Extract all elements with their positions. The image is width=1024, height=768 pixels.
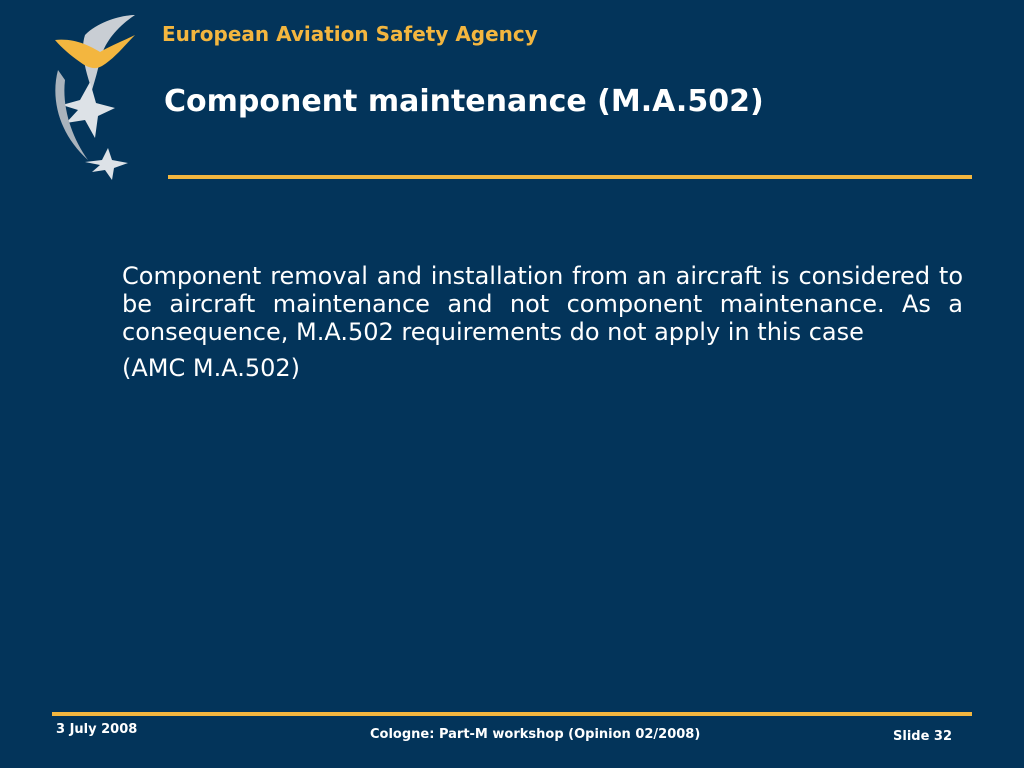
- slide-body: [122, 262, 963, 382]
- footer-event: Cologne: Part-M workshop (Opinion 02/2008): [370, 727, 701, 742]
- title-divider: [168, 175, 972, 179]
- body-paragraph: Component removal and installation from an aircraft is considered to be aircraft maintenance and not component maintenance. As a consequence, M.A.502 requirements do not apply in this case: [122, 262, 963, 346]
- easa-logo: [40, 10, 180, 185]
- footer-divider: [52, 712, 972, 716]
- silver-star-small: [85, 148, 128, 180]
- slide-number: Slide 32: [893, 729, 953, 744]
- organization-name: European Aviation Safety Agency: [162, 22, 538, 46]
- slide-title: Component maintenance (M.A.502): [164, 84, 764, 119]
- footer-date: 3 July 2008: [56, 722, 138, 737]
- birds-logo-icon: [40, 10, 180, 185]
- amc-reference: (AMC M.A.502): [122, 354, 301, 382]
